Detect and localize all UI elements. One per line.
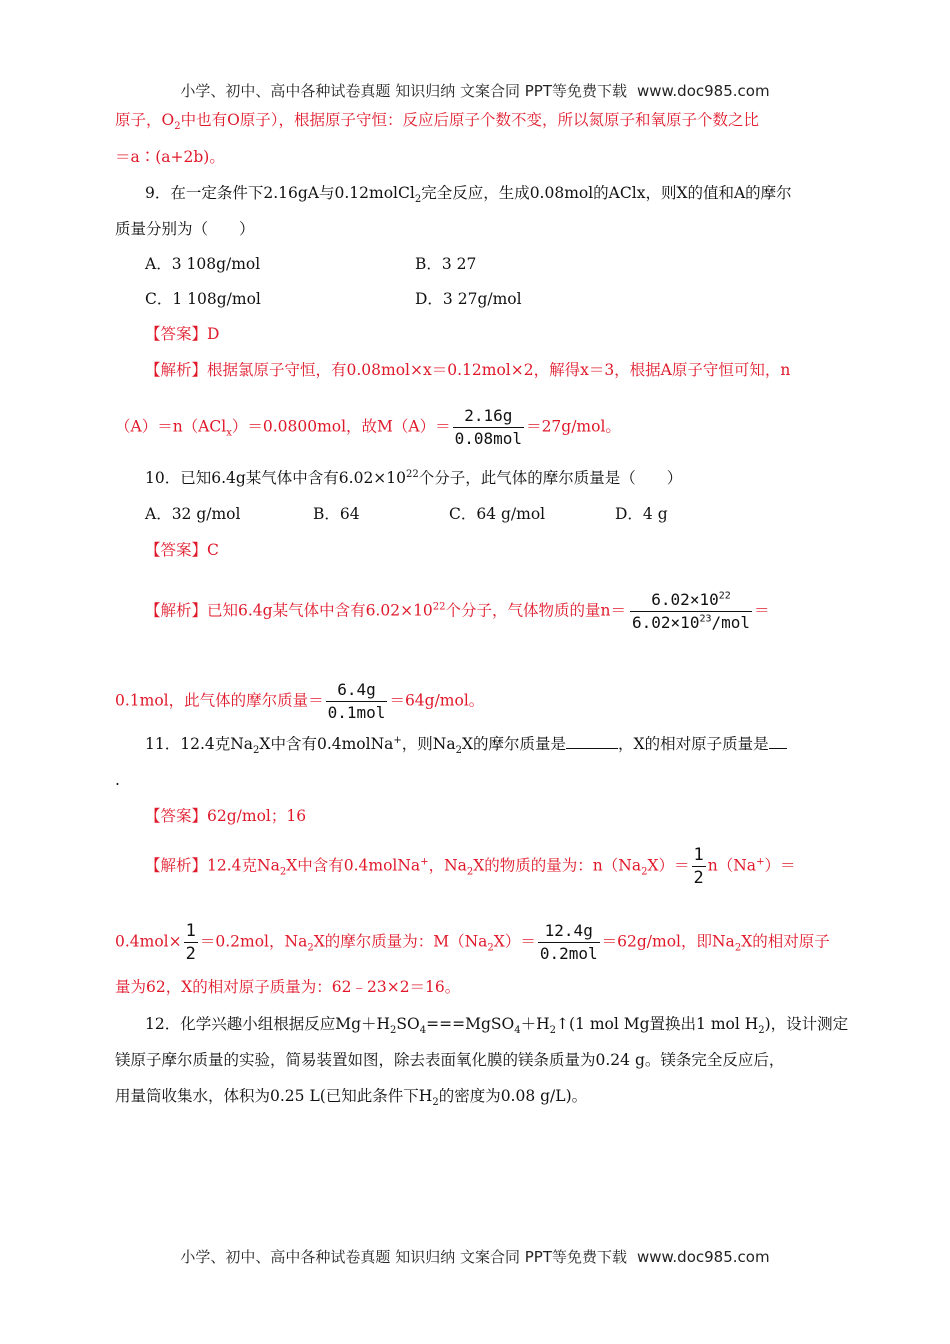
q10-option-b: B．64 [313,505,360,523]
footer-banner [0,1246,950,1267]
q12-line-1: 12．化学兴趣小组根据反应$Mg+H_2SO_4===MgSO_4+H_2↑(1$ mol Mg置换出1 mol $H_2$)，设计测定 [145,1015,849,1037]
q11-molar-mass-fraction [538,921,600,964]
q10-explanation-line-2: 0.1mol，此气体的摩尔质量＝ $\frac{6.4g}{\text{0.1mol}}$ ＝64g/mol。 [115,680,485,722]
q9-option-c: C．1 108g/mol [145,290,261,308]
footer-text: 小学、初中、高中各种试卷真题 知识归纳 文案合同 PPT等免费下载 [180,1248,627,1266]
q10-fraction-molar-mass-numerator: 6.4g [326,680,388,702]
q11-stem: 11．12.4克$Na_2X$中含有0.4molNa+，则$Na_2X$的摩尔质量是 ，X的相对原子质量是 [145,732,837,756]
q11-explanation-line-1: 【解析】12.4克$Na_2X$中含有0.4molNa+，$Na_2X$的物质的量为：$n(Na_2X)=$ $\frac{1}{2}$ n（Na+）＝ [145,845,796,888]
q11-half-fraction-1-denominator: 2 [693,868,704,888]
q9-stem-line-2: 质量分别为（ ） [115,220,255,238]
q11-explanation-line-2: 0.4mol× $\frac{1}{2}$ ＝0.2mol，$Na_2X$的摩尔质量为：$M(Na_2X)=$ $\frac{12.4g}{\text{0.2mol}}$ ＝62g/mol，即$Na_2X$的相对原子 [115,921,830,964]
header-text: 小学、初中、高中各种试卷真题 知识归纳 文案合同 PPT等免费下载 [180,82,627,100]
q10-option-a: A．32 g/mol [145,505,241,523]
q11-half-fraction-2-denominator: 2 [185,944,196,964]
q12-line-2: 镁原子摩尔质量的实验，简易装置如图，除去表面氧化膜的镁条质量为0.24 g。镁条完全反应后， [115,1051,785,1069]
q10-fraction-molar-mass [326,680,388,723]
q9-answer: 【答案】D [145,325,220,343]
q10-option-d: D．4 g [615,505,668,523]
q10-answer: 【答案】C [145,541,219,559]
q10-explanation-line-1: 【解析】已知6.4g某气体中含有$6.02\times 10^{22}$个分子，气体物质的量n＝ $\frac{6.02\times 10^{22}}{6.02\times 10^{23}/mol}$ ＝ [145,590,770,632]
q10-fraction-moles-denominator: $6.02\times 10^{23}$/mol [632,613,751,632]
q9-fraction [453,406,524,449]
q11-blank-1[interactable] [566,734,618,749]
q9-explanation-line-2: （A）＝n（ACl$_x$）＝0.0800mol，故M（A）＝ $\frac{2.16g}{\text{0.08mol}}$ ＝27g/mol。 [115,406,621,448]
q11-explanation-line-3: 量为62，X的相对原子质量为：62﹣23×2＝16。 [115,978,461,996]
footer-site[interactable]: www.doc985.com [636,1248,770,1266]
q11-molar-mass-fraction-denominator: 0.2mol [539,944,598,963]
q9-explanation-line-1: 【解析】根据氯原子守恒，有0.08mol×x＝0.12mol×2，解得x＝3，根据A原子守恒可知，n [145,361,791,379]
q11-half-fraction-2-numerator: 1 [185,921,196,941]
q9-stem-line-1: 9．在一定条件下2.16gA与0.12molCl$_2$完全反应，生成0.08mol的AClx，则X的值和A的摩尔 [145,184,792,206]
q11-stem-line-2: . [115,771,120,789]
q11-half-fraction-1 [692,845,706,888]
q10-fraction-moles [630,590,752,633]
prev-explanation-line-2: ＝a∶(a+2b)。 [115,148,225,166]
q10-fraction-moles-numerator: $6.02\times 10^{22}$ [630,590,752,612]
q11-blank-2[interactable] [769,734,787,749]
q9-fraction-numerator: 2.16g [453,406,524,428]
q9-option-d: D．3 27g/mol [415,290,522,308]
prev-explanation-line-1: 原子，$O_2$中也有O原子），根据原子守恒：反应后原子个数不变，所以氮原子和氧原子个数之比 [115,111,760,133]
q11-answer: 【答案】62g/mol；16 [145,807,307,825]
q11-half-fraction-2 [184,921,198,964]
q9-option-a: A．3 108g/mol [145,255,261,273]
header-banner [0,80,950,101]
q11-molar-mass-fraction-numerator: 12.4g [538,921,600,943]
q12-line-3: 用量筒收集水，体积为0.25 L(已知此条件下$H_2$的密度为0.08 g/L)。 [115,1087,588,1109]
q9-option-b: B．3 27 [415,255,477,273]
q10-stem: 10．已知6.4g某气体中含有$6.02\times 10^{22}$个分子，此气体的摩尔质量是（ ） [145,468,683,487]
q10-fraction-molar-mass-denominator: 0.1mol [327,703,386,722]
q10-option-c: C．64 g/mol [449,505,546,523]
header-site[interactable]: www.doc985.com [636,82,770,100]
q11-half-fraction-1-numerator: 1 [693,845,704,865]
q9-fraction-denominator: 0.08mol [454,429,523,448]
